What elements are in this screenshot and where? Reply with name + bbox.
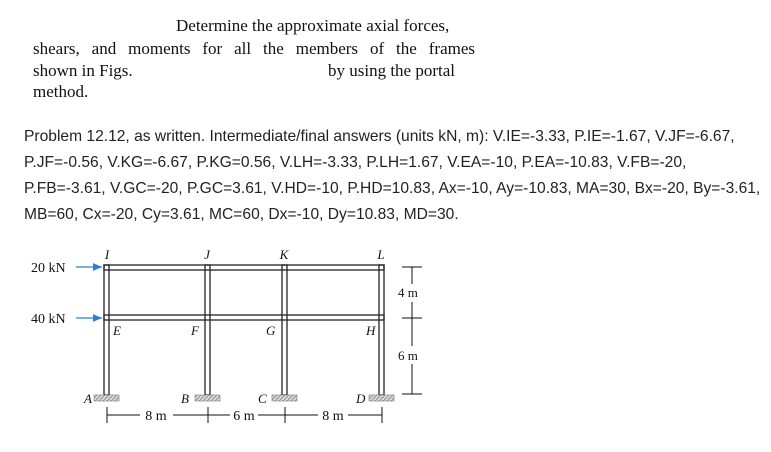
instruction-line-3a: shown in Figs. — [33, 61, 133, 80]
support-B — [195, 395, 220, 401]
instruction-line-2: shears, and moments for all the members of the frames — [33, 39, 475, 58]
height-label-bottom: 6 m — [398, 348, 418, 363]
load-label-middle: 40 kN — [31, 312, 66, 327]
joint-label-J: J — [204, 247, 210, 262]
height-label-top: 4 m — [398, 285, 418, 300]
span-label-3: 8 m — [322, 409, 344, 424]
support-A — [94, 395, 119, 401]
support-C — [272, 395, 297, 401]
load-label-top: 20 kN — [31, 261, 66, 276]
support-label-C: C — [258, 391, 267, 406]
instruction-line-4: method. — [33, 82, 89, 101]
support-label-A: A — [84, 391, 92, 406]
column-D-L — [379, 265, 384, 395]
joint-label-K: K — [279, 247, 289, 262]
joint-label-I: I — [104, 247, 110, 262]
joint-label-G: G — [266, 323, 276, 338]
joint-label-F: F — [191, 323, 199, 338]
supports — [94, 395, 394, 401]
beam-middle — [104, 315, 384, 320]
instruction-line-1: Determine the approximate axial forces, — [176, 16, 450, 35]
support-D — [369, 395, 394, 401]
instruction-line-3b: by using the portal — [328, 61, 456, 80]
answer-note: Problem 12.12, as written. Intermediate/final answers (units kN, m): V.IE=-3.33, P.IE=-1.67, V.JF=-6.67, P.JF=-0.56, V.KG=-6.67, P.KG=0.56, V.LH=-3.33, P.LH=1.67, V.EA=-10, P.EA=-10.83, V.FB=-20, P.FB=-3.61, V.GC=-20, P.GC=3.61, V.HD=-10, P.HD=10.83, Ax=-10, Ay=-10.83, MA=30, Bx=-20, By=-3.61, MB=60, Cx=-20, Cy=3.61, MC=60, Dx=-10, Dy=10.83, MD=30. — [24, 128, 761, 223]
span-label-2: 6 m — [233, 409, 255, 424]
column-B-J — [205, 265, 210, 395]
joint-label-L: L — [377, 247, 385, 262]
column-A-I — [104, 265, 109, 395]
column-C-K — [282, 265, 287, 395]
support-label-D: D — [356, 391, 366, 406]
span-label-1: 8 m — [145, 409, 167, 424]
beam-top — [104, 265, 384, 270]
support-label-B: B — [181, 391, 189, 406]
joint-label-H: H — [366, 323, 376, 338]
joint-label-E: E — [113, 323, 121, 338]
